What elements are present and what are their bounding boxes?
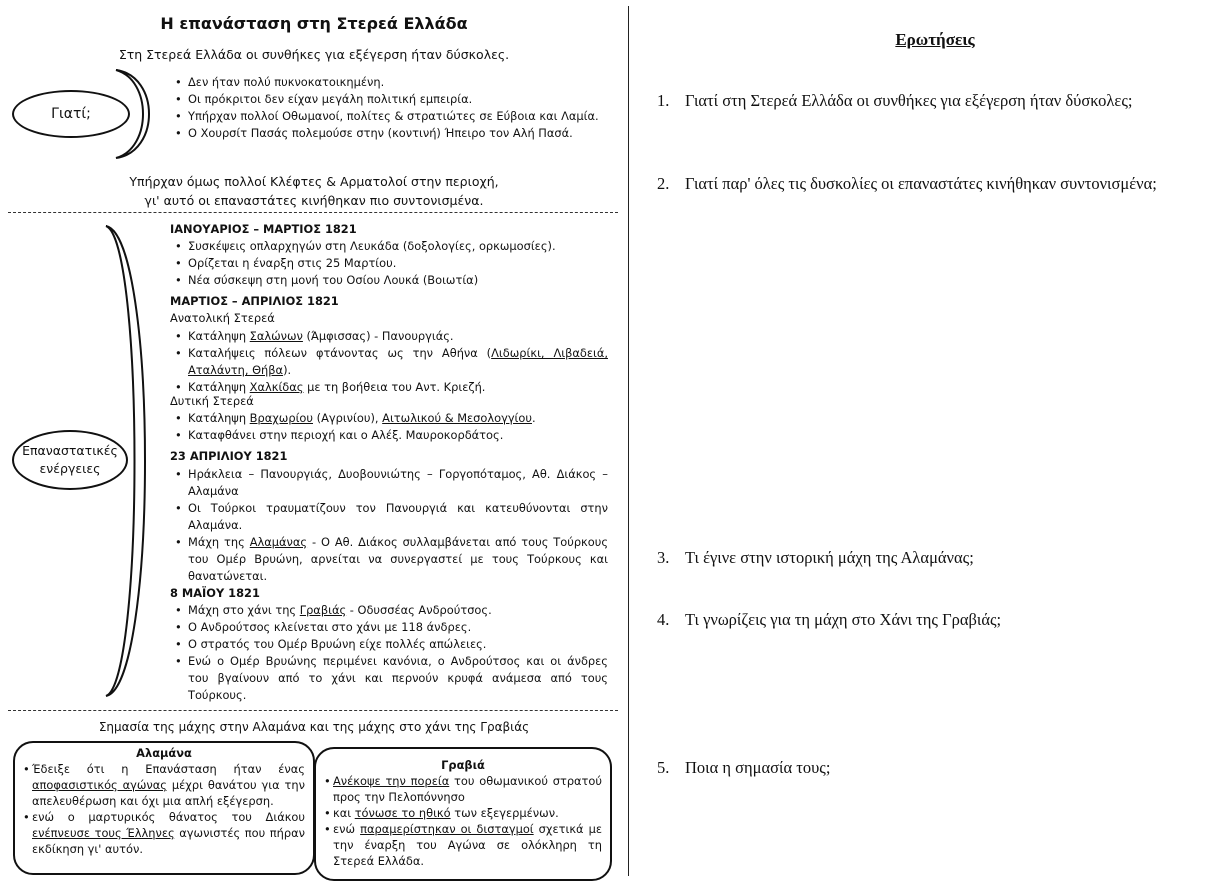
key-phrase: τόνωσε το ηθικό (354, 806, 451, 820)
gravia-box (314, 747, 612, 881)
text: Κατάληψη (188, 411, 250, 425)
period-heading: ΜΑΡΤΙΟΣ – ΑΠΡΙΛΙΟΣ 1821 (170, 294, 339, 308)
list-item: • Συσκέψεις οπλαρχηγών στη Λευκάδα (δοξολογίες, ορκωμοσίες). (172, 238, 608, 255)
why-bracket (112, 66, 166, 162)
list-item: • Υπήρχαν πολλοί Οθωμανοί, πολίτες & στρατιώτες σε Εύβοια και Λαμία. (172, 108, 608, 125)
list-item: • Ο Ανδρούτσος κλείνεται στο χάνι με 118 άνδρες. (172, 619, 608, 636)
question-5 (657, 758, 830, 778)
box-bullet (23, 761, 305, 809)
text: (Αγρινίου), (313, 411, 383, 425)
question-number: 5. (657, 758, 670, 777)
question-text: Γιατί παρ' όλες τις δυσκολίες οι επαναστάτες κινήθηκαν συντονισμένα; (685, 174, 1157, 193)
list-item (172, 534, 608, 585)
place-name: Λιδωρίκι, Λιβαδειά, Αταλάντη, Θήβα (188, 346, 608, 377)
key-phrase: Ανέκοψε την πορεία (333, 774, 450, 788)
list-item: • Καταφθάνει στην περιοχή και ο Αλέξ. Μαυροκορδάτος. (172, 427, 608, 444)
question-number: 1. (657, 91, 670, 110)
actions-oval (12, 430, 128, 490)
key-phrase: αποφασιστικός αγώνας (32, 778, 167, 792)
question-3 (657, 548, 974, 568)
period4-list (172, 602, 608, 704)
significance-heading: Σημασία της μάχης στην Αλαμάνα και της μάχης στο χάνι της Γραβιάς (98, 720, 530, 734)
text: ενώ (333, 822, 361, 836)
threshold-line-2: γι' αυτό οι επαναστάτες κινήθηκαν πιο συντονισμένα. (144, 193, 484, 208)
list-item: • Οι Τούρκοι τραυματίζουν τον Πανουργιά και κατευθύνονται στην Αλαμάνα. (172, 500, 608, 534)
text: . (531, 411, 536, 425)
list-item (172, 328, 608, 345)
section-divider (8, 710, 618, 711)
question-1 (657, 91, 1132, 111)
period-heading: ΙΑΝΟΥΑΡΙΟΣ – ΜΑΡΤΙΟΣ 1821 (170, 222, 357, 236)
list-item: • Νέα σύσκεψη στη μονή του Οσίου Λουκά (Βοιωτία) (172, 272, 608, 289)
subregion-label: Ανατολική Στερεά (170, 311, 275, 325)
list-item: • Ο Χουρσίτ Πασάς πολεμούσε στην (κοντινή) Ήπειρο τον Αλή Πασά. (172, 125, 608, 142)
actions-label-2: ενέργειες (39, 461, 101, 476)
text: - Ο Αθ. Διάκος συλλαμβάνεται από τους Τούρκους του Ομέρ Βρυώνη, αρνείται να συνεργαστεί με τους Τούρκους και θανατώνεται. (188, 535, 609, 583)
period1-list (172, 238, 608, 289)
threshold-text (0, 172, 628, 210)
place-name: Χαλκίδας (249, 380, 304, 394)
list-item: • Ο στρατός του Ομέρ Βρυώνη είχε πολλές απώλειες. (172, 636, 608, 653)
text: μέχρι θανάτου για την απελευθέρωση και όχι μια απλή εξέγερση. (32, 778, 305, 808)
period-heading: 23 ΑΠΡΙΛΙΟΥ 1821 (170, 449, 288, 463)
text: (Άμφισσας) - Πανουργιάς. (302, 329, 454, 343)
place-name: Αιτωλικού & Μεσολογγίου (382, 411, 532, 425)
subregion-label: Δυτική Στερεά (170, 394, 254, 408)
box-bullet (324, 805, 602, 821)
list-item (172, 345, 608, 379)
list-item (172, 602, 608, 619)
threshold-line-1: Υπήρχαν όμως πολλοί Κλέφτες & Αρματολοί στην περιοχή, (129, 174, 499, 189)
period2-east-list (172, 328, 608, 396)
question-number: 4. (657, 610, 670, 629)
question-4 (657, 610, 1001, 630)
column-divider (628, 6, 629, 876)
text: σχετικά με την έναρξη του Αγώνα σε ολόκληρη τη Στερεά Ελλάδα. (333, 822, 602, 868)
why-list (172, 74, 608, 142)
list-item: • Ηράκλεια – Πανουργιάς, Δυοβουνιώτης – Γοργοπόταμος, Αθ. Διάκος – Αλαμάνα (172, 466, 608, 500)
list-item: • Δεν ήταν πολύ πυκνοκατοικημένη. (172, 74, 608, 91)
text: Κατάληψη (188, 380, 250, 394)
alamana-box (13, 741, 315, 875)
text: ). (283, 363, 292, 377)
question-text: Τι γνωρίζεις για τη μάχη στο Χάνι της Γραβιάς; (685, 610, 1002, 629)
list-item: • Οι πρόκριτοι δεν είχαν μεγάλη πολιτική εμπειρία. (172, 91, 608, 108)
text: - Οδυσσέας Ανδρούτσος. (346, 603, 492, 617)
text: Μάχη στο χάνι της (188, 603, 300, 617)
intro-text: Στη Στερεά Ελλάδα οι συνθήκες για εξέγερση ήταν δύσκολες. (118, 47, 510, 62)
question-text: Τι έγινε στην ιστορική μάχη της Αλαμάνας; (685, 548, 974, 567)
key-phrase: παραμερίστηκαν οι δισταγμοί (360, 822, 534, 836)
questions-title: Ερωτήσεις (895, 30, 975, 49)
section-divider (8, 212, 618, 213)
text: των εξεγερμένων. (450, 806, 559, 820)
box-title: Αλαμάνα (136, 746, 192, 760)
place-name: Γραβιάς (299, 603, 347, 617)
box-bullet (324, 773, 602, 805)
period2-west-list (172, 410, 608, 444)
text: ενώ ο μαρτυρικός θάνατος του Διάκου (32, 810, 305, 824)
text: Έδειξε ότι η Επανάσταση ήταν ένας (32, 762, 305, 776)
place-name: Βραχωρίου (249, 411, 313, 425)
box-bullet (23, 809, 305, 857)
text: με τη βοήθεια του Αντ. Κριεζή. (303, 380, 486, 394)
text: και (333, 806, 355, 820)
question-text: Ποια η σημασία τους; (685, 758, 831, 777)
period-heading: 8 ΜΑΪΟΥ 1821 (170, 586, 260, 600)
question-text: Γιατί στη Στερεά Ελλάδα οι συνθήκες για εξέγερση ήταν δύσκολες; (685, 91, 1133, 110)
key-phrase: ενέπνευσε τους Έλληνες (32, 826, 175, 840)
text: του οθωμανικού στρατού προς την Πελοπόννησο (333, 774, 602, 804)
period3-list (172, 466, 608, 585)
place-name: Σαλώνων (249, 329, 303, 343)
place-name: Αλαμάνας (249, 535, 308, 549)
why-label: Γιατί; (51, 106, 91, 122)
actions-label-1: Επαναστατικές (22, 443, 118, 458)
list-item: • Ενώ ο Ομέρ Βρυώνης περιμένει κανόνια, ο Ανδρούτσος και οι άνδρες του βγαίνουν από το χάνι και περνούν κρυφά ανάμεσα από τους Τούρκους. (172, 653, 608, 704)
text: Μάχη της (188, 535, 250, 549)
list-item: • Ορίζεται η έναρξη στις 25 Μαρτίου. (172, 255, 608, 272)
box-title: Γραβιά (441, 758, 485, 772)
list-item (172, 410, 608, 427)
question-number: 3. (657, 548, 670, 567)
page-title: Η επανάσταση στη Στερεά Ελλάδα (160, 14, 468, 33)
text: Κατάληψη (188, 329, 250, 343)
question-2 (657, 174, 1157, 194)
text: Καταλήψεις πόλεων φτάνοντας ως την Αθήνα ( (188, 346, 492, 360)
question-number: 2. (657, 174, 670, 193)
text: αγωνιστές που πήραν εκδίκηση γι' αυτόν. (32, 826, 305, 856)
box-bullet (324, 821, 602, 869)
